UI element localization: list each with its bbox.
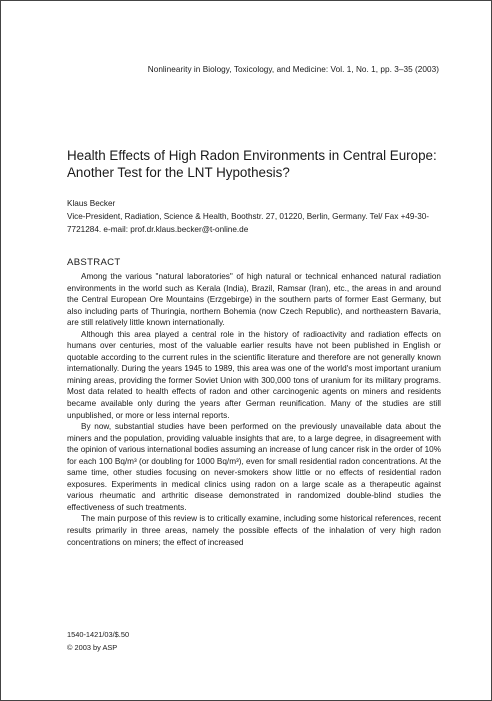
abstract-paragraph: By now, substantial studies have been performed on the previously unavailable data about the miners and the population, providing valuable insights that are, to a large degree, in disagreement with the opinion of various international bodies assuming an increase of lung cancer risk in the order of 10% for each 100 Bq/m³ (or doubling for 1000 Bq/m³), even for small residential radon concentrations. At the same time, other studies focusing on never-smokers show little or no effects of residential radon exposures. Experiments in medical clinics using radon on a large scale as a therapeutic against various rheumatic and arthritic disease demonstrated in randomized double-blind studies the effectiveness of such treatments. bbox=[67, 422, 441, 512]
abstract-paragraph: Among the various "natural laboratories" of high natural or technical enhanced natural radiation environments in the world such as Kerala (India), Brazil, Ramsar (Iran), etc., the areas in and around the Central European Ore Mountains (Erzgebirge) in the southern parts of former East Germany, but also including parts of Thuringia, northern Bohemia (now Czech Republic), and northeastern Bavaria, are still relatively little known internationally. bbox=[67, 272, 441, 328]
author-name: Klaus Becker bbox=[67, 199, 116, 208]
author-affiliation: Vice-President, Radiation, Science & Health, Boothstr. 27, 01220, Berlin, Germany. Tel/ Fax +49-30-7721284. e-mail: prof.dr.klaus.becker@t-online.de bbox=[67, 212, 430, 234]
article-title: Health Effects of High Radon Environments in Central Europe: Another Test for the LNT Hypothesis? bbox=[67, 148, 437, 180]
issn-code: 1540-1421/03/$.50 bbox=[67, 630, 130, 639]
abstract-heading: ABSTRACT bbox=[67, 257, 121, 268]
abstract-paragraph: The main purpose of this review is to critically examine, including some historical references, recent results primarily in three areas, namely the possible effects of the inhalation of very high radon concentrations on miners; the effect of increased bbox=[67, 514, 441, 547]
copyright-notice: © 2003 by ASP bbox=[67, 642, 118, 652]
abstract-body bbox=[67, 271, 441, 548]
running-head: Nonlinearity in Biology, Toxicology, and Medicine: Vol. 1, No. 1, pp. 3–35 (2003) bbox=[147, 65, 439, 74]
page-footer bbox=[67, 629, 129, 654]
abstract-paragraph: Although this area played a central role in the history of radioactivity and radiation effects on humans over centuries, most of the valuable earlier results have not been published in English or quotable according to the current rules in the scientific literature and therefore are not generally known internationally. During the years 1945 to 1989, this area was one of the world's most important uranium mining areas, providing the former Soviet Union with 300,000 tons of uranium for its military programs. Most data related to health effects of radon and other carcinogenic agents on miners and residents became available only during the years after German reunification. Many of the studies are still unpublished, or more or less internal reports. bbox=[67, 329, 441, 420]
